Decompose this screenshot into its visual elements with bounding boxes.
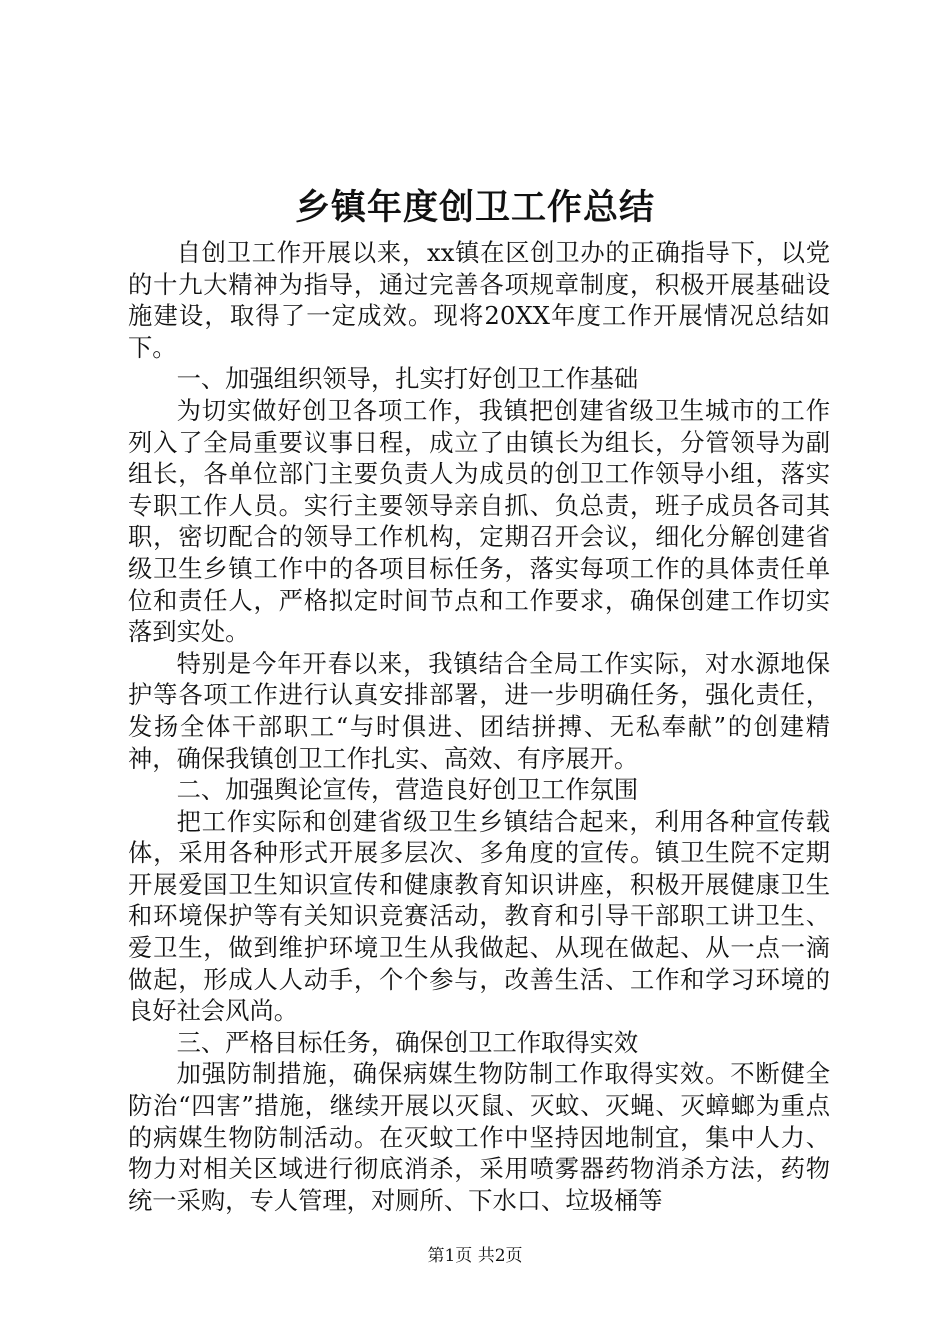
paragraph: 为切实做好创卫各项工作，我镇把创建省级卫生城市的工作列入了全局重要议事日程，成立了由镇长为组长，分管领导为副组长，各单位部门主要负责人为成员的创卫工作领导小组，落实专职工作人员。实行主要领导亲自抓、负总责，班子成员各司其职，密切配合的领导工作机构，定期召开会议，细化分解创建省级卫生乡镇工作中的各项目标任务，落实每项工作的具体责任单位和责任人，严格拟定时间节点和工作要求，确保创建工作切实落到实处。	[128, 395, 830, 647]
document-body	[128, 237, 830, 1216]
section-heading-2: 二、加强舆论宣传，营造良好创卫工作氛围	[176, 775, 639, 805]
document-title: 乡镇年度创卫工作总结	[294, 187, 655, 228]
paragraph: 特别是今年开春以来，我镇结合全局工作实际，对水源地保护等各项工作进行认真安排部署，进一步明确任务，强化责任，发扬全体干部职工“与时俱进、团结拼搏、无私奉献”的创建精神，确保我镇创卫工作扎实、高效、有序展开。	[128, 648, 830, 773]
section-heading-1: 一、加强组织领导，扎实打好创卫工作基础	[176, 364, 639, 394]
paragraph: 加强防制措施，确保病媒生物防制工作取得实效。不断健全防治“四害”措施，继续开展以灭鼠、灭蚊、灭蝇、灭蟑螂为重点的病媒生物防制活动。在灭蚊工作中坚持因地制宜，集中人力、物力对相关区域进行彻底消杀，采用喷雾器药物消杀方法，药物统一采购，专人管理，对厕所、下水口、垃圾桶等	[128, 1059, 830, 1215]
paragraph: 把工作实际和创建省级卫生乡镇结合起来，利用各种宣传载体，采用各种形式开展多层次、多角度的宣传。镇卫生院不定期开展爱国卫生知识宣传和健康教育知识讲座，积极开展健康卫生和环境保护等有关知识竞赛活动，教育和引导干部职工讲卫生、爱卫生，做到维护环境卫生从我做起、从现在做起、从一点一滴做起，形成人人动手，个个参与，改善生活、工作和学习环境的良好社会风尚。	[128, 806, 830, 1026]
page-number-footer: 第1页 共2页	[427, 1246, 523, 1266]
paragraph-intro: 自创卫工作开展以来，xx镇在区创卫办的正确指导下，以党的十九大精神为指导，通过完善各项规章制度，积极开展基础设施建设，取得了一定成效。现将20XX年度工作开展情况总结如下。	[128, 238, 830, 362]
section-heading-3: 三、严格目标任务，确保创卫工作取得实效	[176, 1027, 639, 1057]
